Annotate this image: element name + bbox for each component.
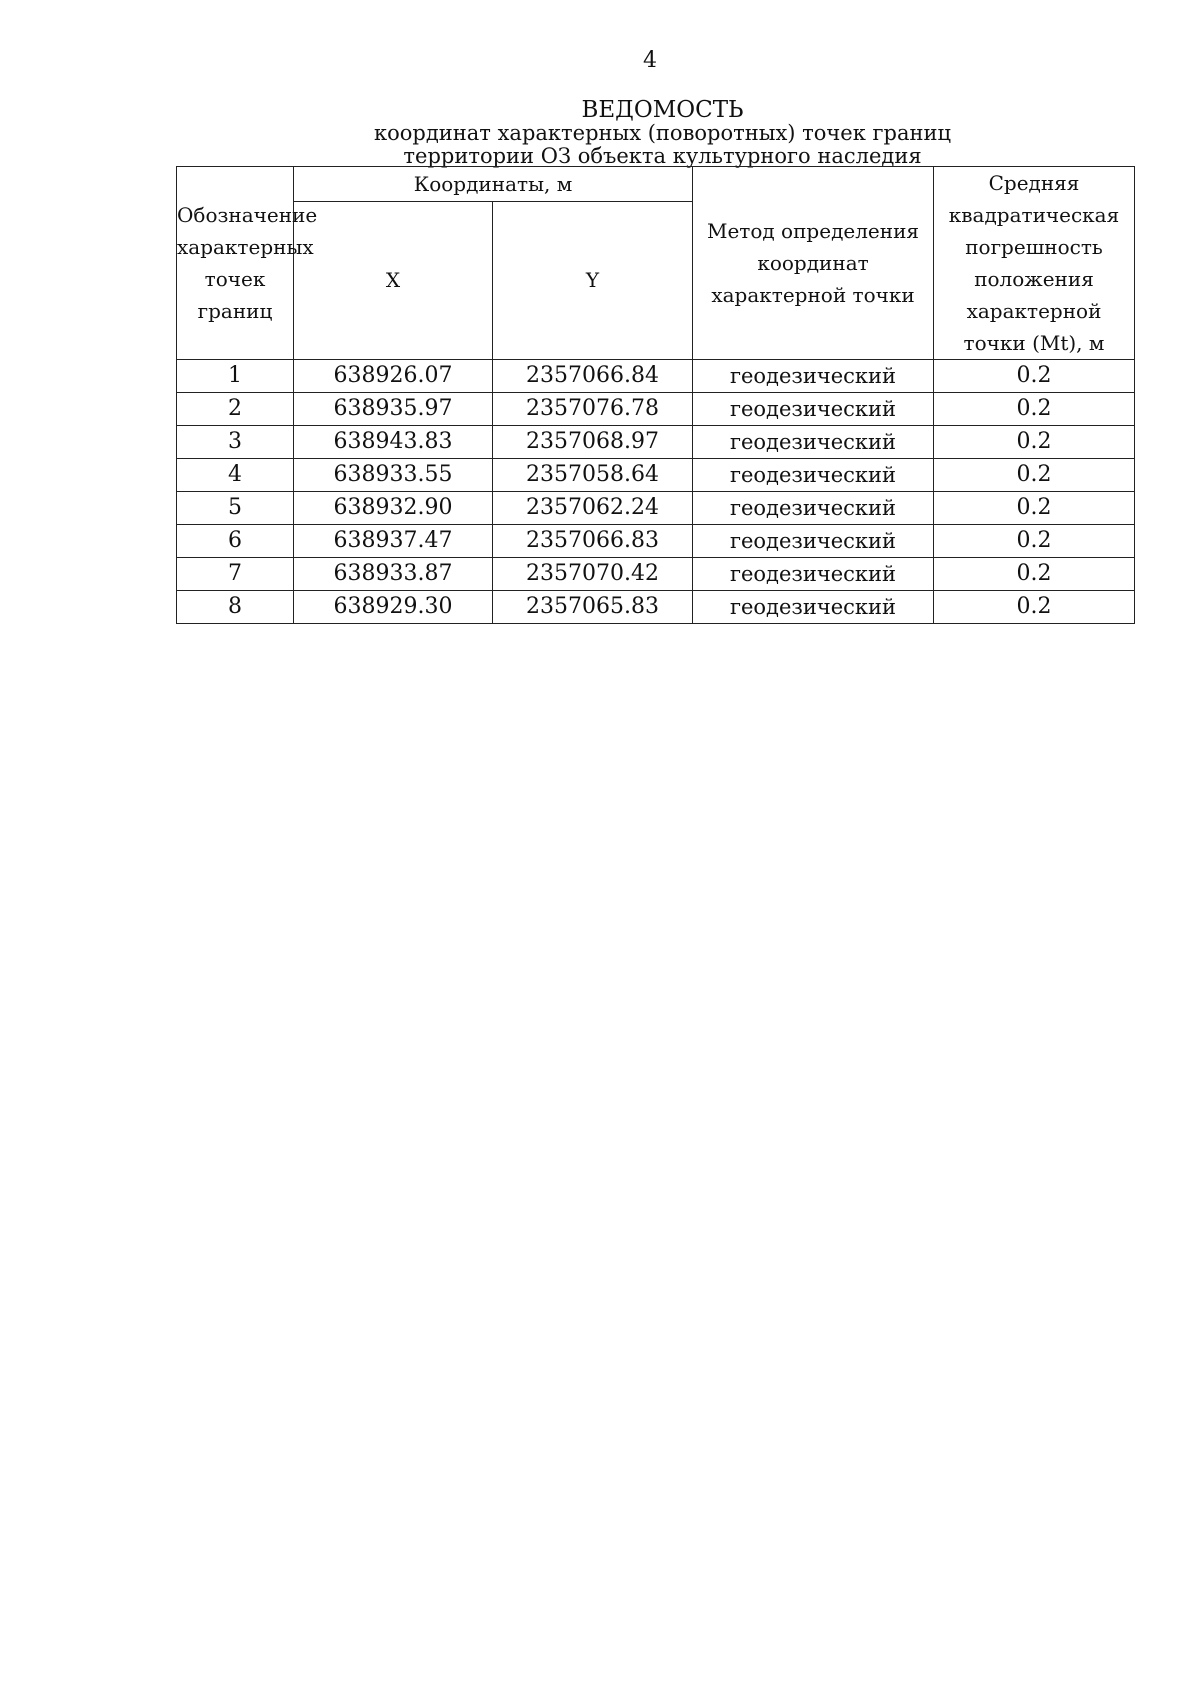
table-row	[177, 591, 1135, 624]
method-cell: геодезический	[693, 492, 934, 525]
y-coordinate-cell: 2357058.64	[493, 459, 693, 492]
x-coordinate-cell: 638933.55	[294, 459, 493, 492]
x-coordinate-cell: 638926.07	[294, 360, 493, 393]
y-coordinate-cell: 2357066.84	[493, 360, 693, 393]
page-number: 4	[643, 48, 657, 73]
table-header	[177, 167, 1135, 360]
y-coordinate-cell: 2357076.78	[493, 393, 693, 426]
error-cell: 0.2	[934, 525, 1135, 558]
y-coordinate-cell: 2357065.83	[493, 591, 693, 624]
point-id-cell: 5	[177, 492, 294, 525]
table-body	[177, 360, 1135, 624]
x-coordinate-cell: 638935.97	[294, 393, 493, 426]
point-id-cell: 8	[177, 591, 294, 624]
x-coordinate-cell: 638933.87	[294, 558, 493, 591]
error-cell: 0.2	[934, 558, 1135, 591]
x-coordinate-cell: 638937.47	[294, 525, 493, 558]
error-cell: 0.2	[934, 426, 1135, 459]
table-row	[177, 525, 1135, 558]
error-cell: 0.2	[934, 360, 1135, 393]
y-coordinate-cell: 2357070.42	[493, 558, 693, 591]
header-coordinates: Координаты, м	[294, 167, 693, 202]
y-coordinate-cell: 2357066.83	[493, 525, 693, 558]
method-cell: геодезический	[693, 393, 934, 426]
error-cell: 0.2	[934, 393, 1135, 426]
table-row	[177, 459, 1135, 492]
method-cell: геодезический	[693, 558, 934, 591]
header-y: Y	[493, 201, 693, 359]
document-subtitle-line-1: координат характерных (поворотных) точек границ	[373, 121, 952, 145]
method-cell: геодезический	[693, 426, 934, 459]
x-coordinate-cell: 638943.83	[294, 426, 493, 459]
point-id-cell: 3	[177, 426, 294, 459]
method-cell: геодезический	[693, 459, 934, 492]
y-coordinate-cell: 2357068.97	[493, 426, 693, 459]
table-row	[177, 426, 1135, 459]
point-id-cell: 1	[177, 360, 294, 393]
y-coordinate-cell: 2357062.24	[493, 492, 693, 525]
table-row	[177, 492, 1135, 525]
table-row	[177, 558, 1135, 591]
point-id-cell: 7	[177, 558, 294, 591]
method-cell: геодезический	[693, 525, 934, 558]
point-id-cell: 2	[177, 393, 294, 426]
error-cell: 0.2	[934, 459, 1135, 492]
header-method: Метод определения координат характерной точки	[693, 167, 934, 360]
document-subtitle-line-2: территории ОЗ объекта культурного наследия	[403, 144, 922, 168]
method-cell: геодезический	[693, 591, 934, 624]
header-x: X	[294, 201, 493, 359]
document-title: ВЕДОМОСТЬ	[581, 97, 744, 123]
error-cell: 0.2	[934, 492, 1135, 525]
table-row	[177, 360, 1135, 393]
error-cell: 0.2	[934, 591, 1135, 624]
coordinates-table	[176, 166, 1135, 624]
point-id-cell: 4	[177, 459, 294, 492]
method-cell: геодезический	[693, 360, 934, 393]
x-coordinate-cell: 638929.30	[294, 591, 493, 624]
header-point-id: Обозначение характерных точек границ	[177, 167, 294, 360]
x-coordinate-cell: 638932.90	[294, 492, 493, 525]
point-id-cell: 6	[177, 525, 294, 558]
header-error: Средняя квадратическая погрешность положения характерной точки (Mt), м	[934, 167, 1135, 360]
table-row	[177, 393, 1135, 426]
